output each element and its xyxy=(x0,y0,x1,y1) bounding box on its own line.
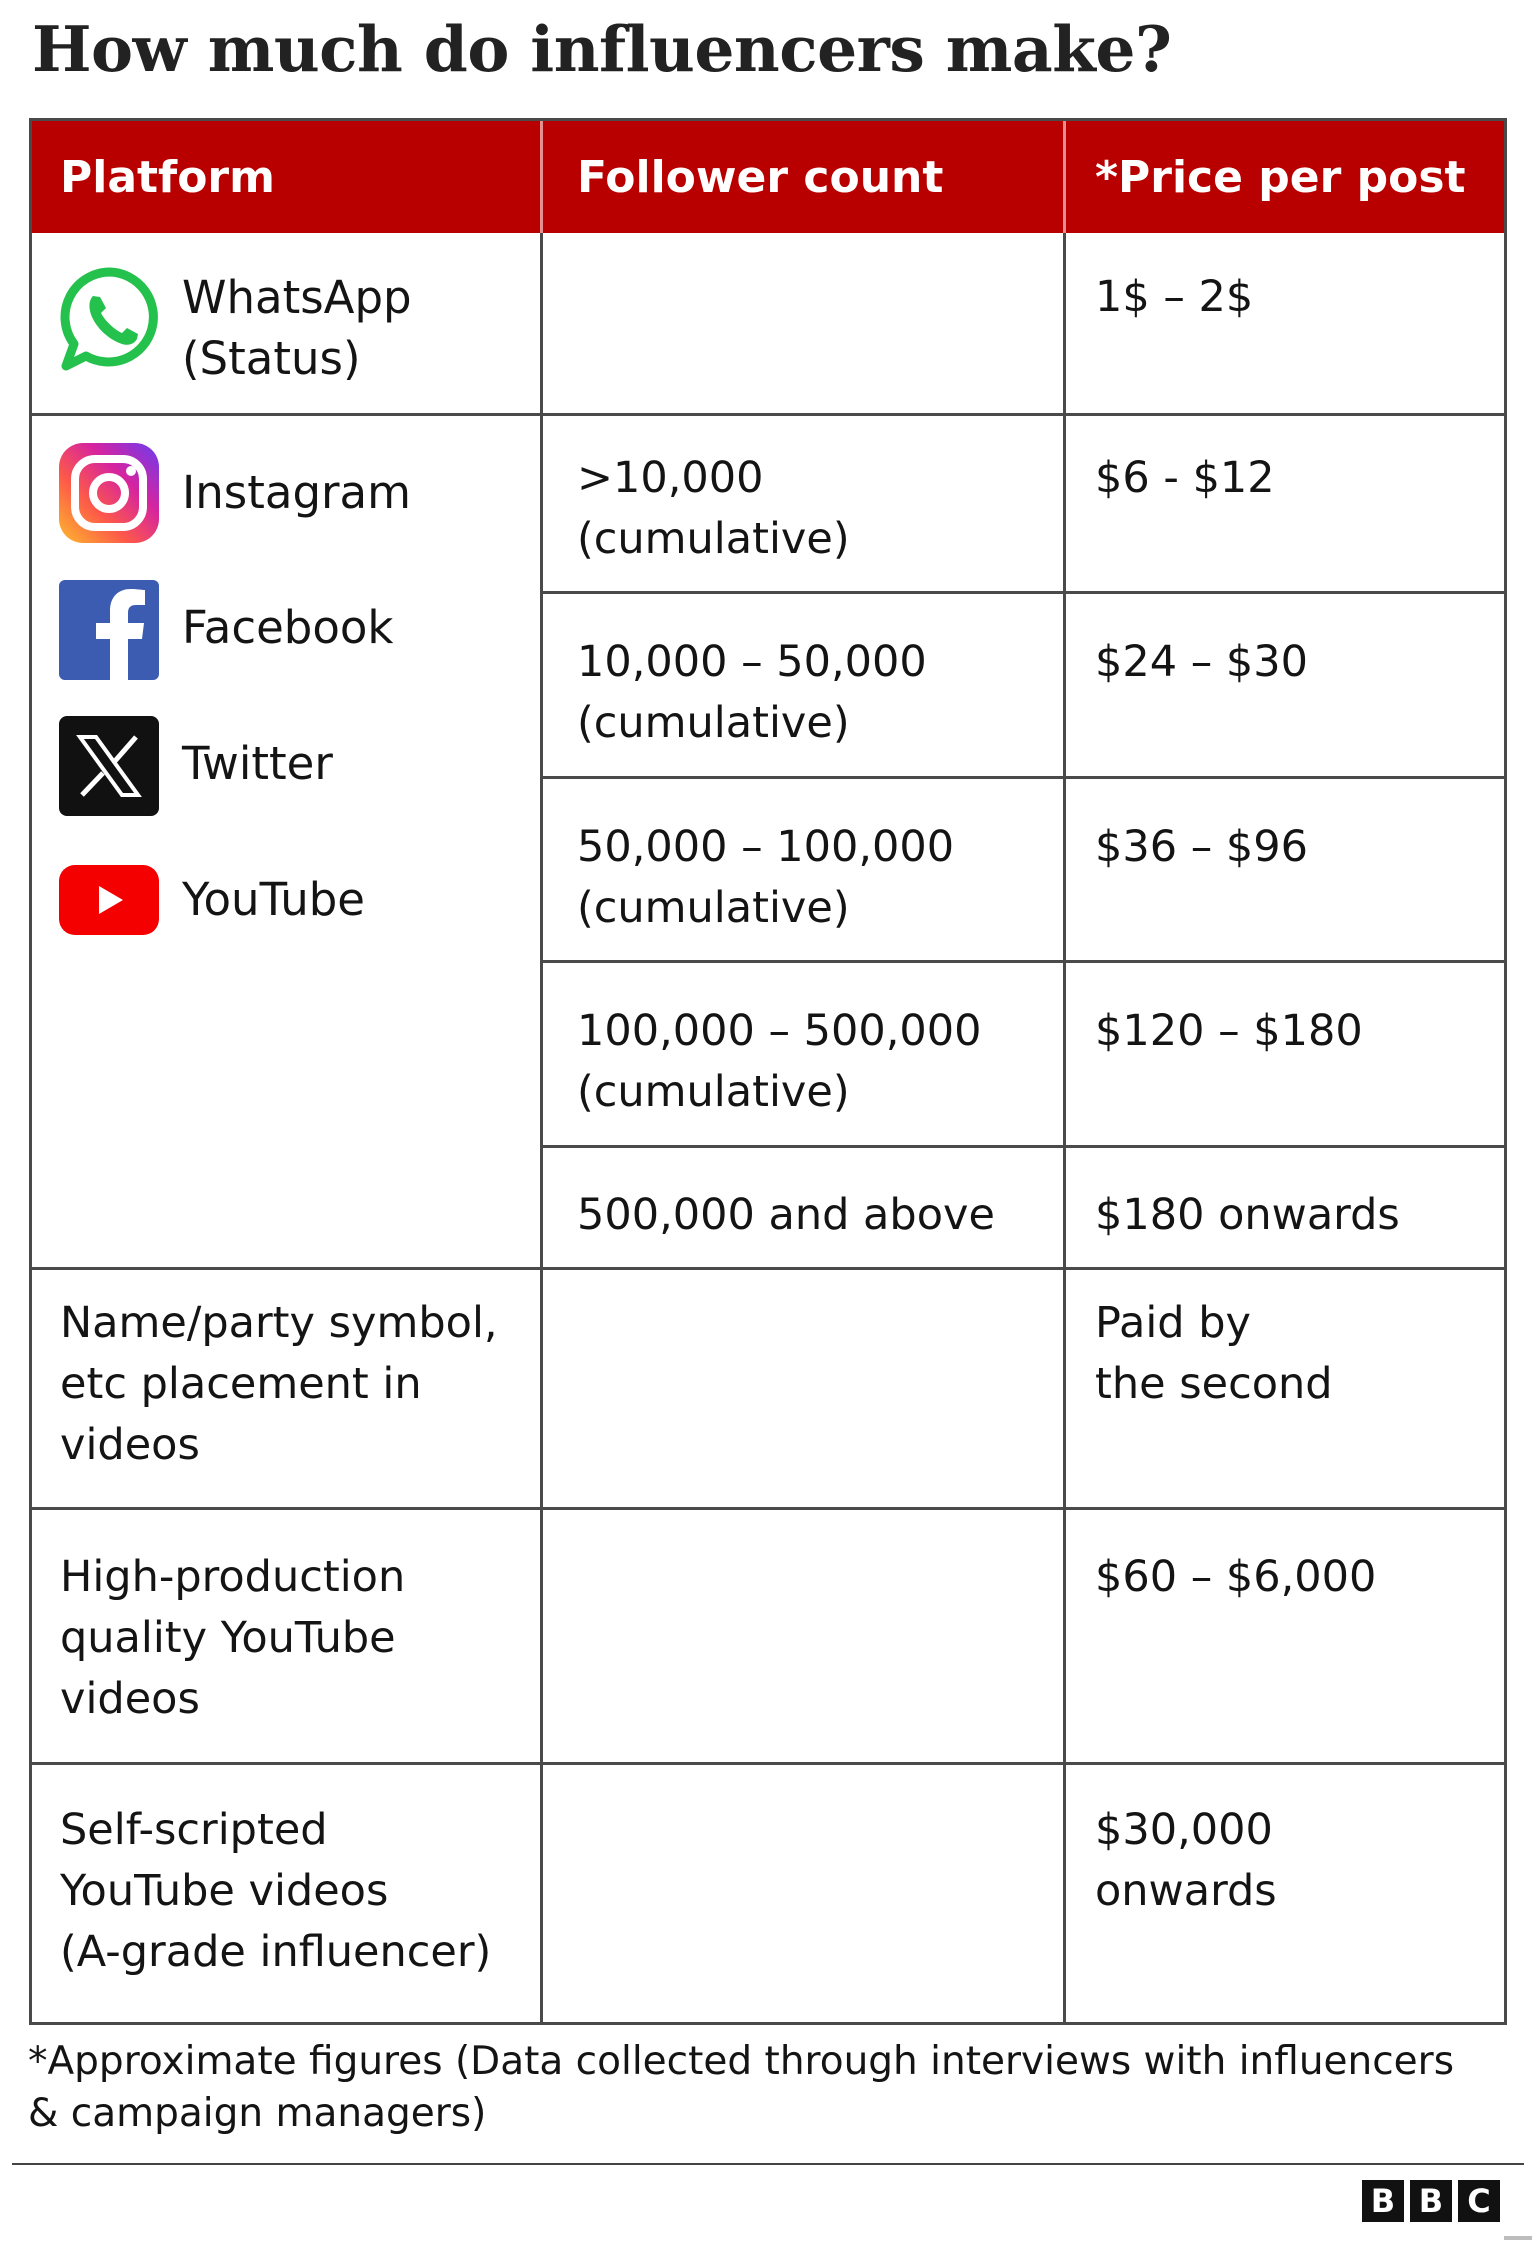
x-twitter-icon xyxy=(58,715,160,817)
price-cell: $24 – $30 xyxy=(1095,637,1308,687)
twitter-label: Twitter xyxy=(182,737,333,790)
facebook-icon xyxy=(58,579,160,681)
corner-mark xyxy=(1504,2236,1532,2240)
whatsapp-icon xyxy=(58,266,162,372)
header-follower-count: Follower count xyxy=(577,151,944,203)
header-platform: Platform xyxy=(60,151,275,203)
bbc-logo xyxy=(1362,2180,1500,2222)
row-divider xyxy=(32,1507,1504,1510)
whatsapp-label: WhatsApp (Status) xyxy=(182,271,412,385)
column-divider xyxy=(540,233,543,2022)
row-divider xyxy=(540,960,1504,963)
row-divider xyxy=(540,591,1504,594)
platform-cell: Self-scripted YouTube videos (A-grade influencer) xyxy=(60,1805,492,1977)
price-cell: Paid by the second xyxy=(1095,1298,1333,1409)
footer-divider xyxy=(12,2163,1524,2165)
price-cell: $30,000 onwards xyxy=(1095,1805,1277,1916)
table-header xyxy=(32,121,1504,233)
bbc-logo-letter: C xyxy=(1458,2180,1500,2222)
follower-count-cell: 10,000 – 50,000 (cumulative) xyxy=(577,637,927,748)
platform-cell: High-production quality YouTube videos xyxy=(60,1552,406,1724)
facebook-label: Facebook xyxy=(182,601,394,654)
follower-count-cell: 500,000 and above xyxy=(577,1190,995,1240)
price-cell: $60 – $6,000 xyxy=(1095,1552,1377,1602)
header-divider xyxy=(540,121,543,233)
instagram-icon xyxy=(58,442,160,544)
row-divider xyxy=(32,1762,1504,1765)
price-cell: $180 onwards xyxy=(1095,1190,1400,1240)
row-divider xyxy=(540,1145,1504,1148)
price-cell: $120 – $180 xyxy=(1095,1006,1363,1056)
platform-cell: Name/party symbol, etc placement in videos xyxy=(60,1298,498,1470)
youtube-icon xyxy=(58,864,160,936)
header-price-per-post: *Price per post xyxy=(1095,151,1466,203)
youtube-label: YouTube xyxy=(182,873,365,926)
footnote: *Approximate figures (Data collected through interviews with influencers & campaign managers) xyxy=(28,2039,1455,2136)
price-cell: $6 - $12 xyxy=(1095,453,1275,503)
instagram-label: Instagram xyxy=(182,466,411,519)
row-divider xyxy=(32,1267,1504,1270)
follower-count-cell: >10,000 (cumulative) xyxy=(577,453,850,564)
row-divider xyxy=(540,776,1504,779)
follower-count-cell: 50,000 – 100,000 (cumulative) xyxy=(577,822,955,933)
price-table xyxy=(29,118,1507,2025)
header-divider xyxy=(1063,121,1066,233)
row-divider xyxy=(32,413,1504,416)
chart-title: How much do influencers make? xyxy=(32,12,1172,86)
bbc-logo-letter: B xyxy=(1362,2180,1404,2222)
price-cell: $36 – $96 xyxy=(1095,822,1308,872)
column-divider xyxy=(1063,233,1066,2022)
price-cell: 1$ – 2$ xyxy=(1095,272,1254,322)
bbc-logo-letter: B xyxy=(1410,2180,1452,2222)
follower-count-cell: 100,000 – 500,000 (cumulative) xyxy=(577,1006,982,1117)
